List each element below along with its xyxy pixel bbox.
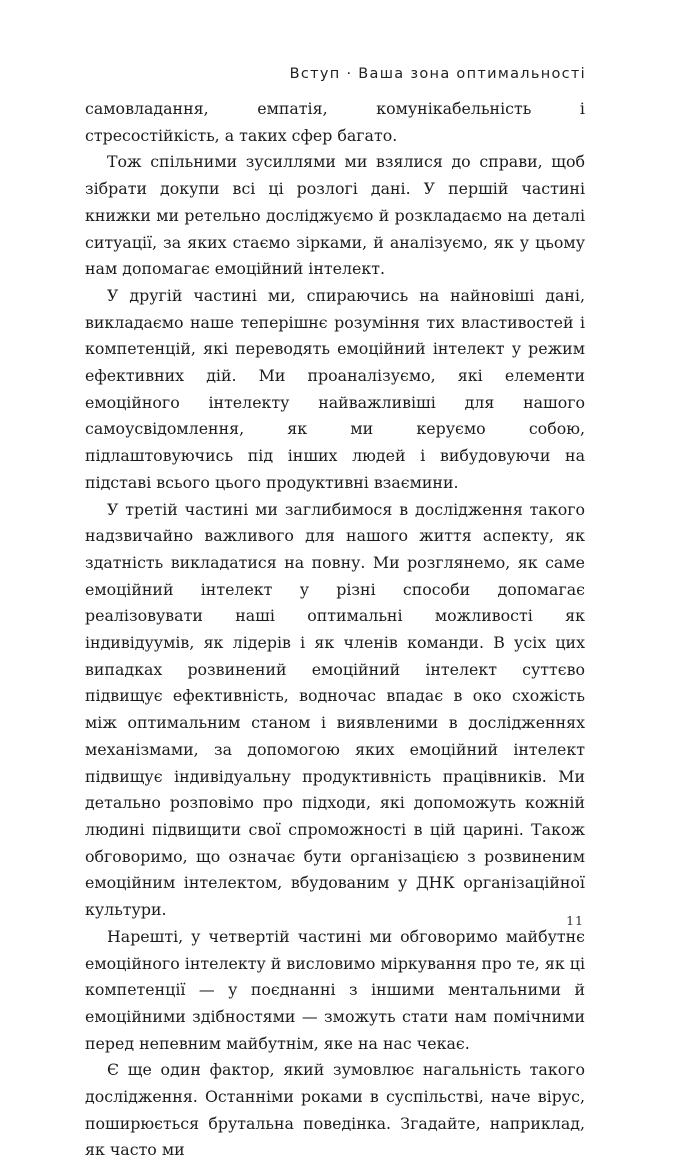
paragraph: Є ще один фактор, який зумовлює нагальність такого дослідження. Останніми роками в суспільстві, наче вірус, поширюється брутальна поведінка. Згадайте, наприклад, як часто ми <box>85 1060 585 1160</box>
paragraph: Тож спільними зусиллями ми взялися до справи, щоб зібрати докупи всі ці розлогі дані. У першій частині книжки ми ретельно досліджуємо й розкладаємо на деталі ситуації, за яких стаємо зірками, й аналізуємо, як у цьому нам допомагає емоційний інтелект. <box>85 152 585 279</box>
running-head: Вступ · Ваша зона оптимальності <box>289 66 586 82</box>
paragraph: У третій частині ми заглибимося в дослідження такого надзвичайно важливого для нашого життя аспекту, як здатність викладатися на повну. Ми розглянемо, як саме емоційний інтелект у різні способи допомагає реалізовувати наші оптимальні можливості як індивідуумів, як лідерів і як членів команди. В усіх цих випадках розвинений емоційний інтелект суттєво підвищує ефективність, водночас впадає в око схожість між оптимальним станом і виявленими в дослідженнях механізмами, за допомогою яких емоційний інтелект підвищує індивідуальну продуктивність працівників. Ми детально розповімо про підходи, які допоможуть кожній людині підвищити свої спроможності в цій царині. Також обговоримо, що означає бути організацією з розвиненим емоційним інтелектом, вбудованим у ДНК організаційної культури. <box>85 499 585 920</box>
page-number: 11 <box>566 913 584 928</box>
body-text <box>85 96 585 1164</box>
paragraph: Нарешті, у четвертій частині ми обговоримо майбутнє емоційного інтелекту й висловимо міркування про те, як ці компетенції — у поєднанні з іншими ментальними й емоційними здібностями — зможуть стати нам помічними перед непевним майбутнім, яке на нас чекає. <box>85 926 585 1053</box>
paragraph-continued: самовладання, емпатія, комунікабельність і стресостійкість, а таких сфер багато. <box>85 99 585 145</box>
paragraph: У другій частині ми, спираючись на найновіші дані, викладаємо наше теперішнє розуміння тих властивостей і компетенцій, які переводять емоційний інтелект у режим ефективних дій. Ми проаналізуємо, які елементи емоційного інтелекту найважливіші для нашого самоусвідомлення, як ми керуємо собою, підлаштовуючись під інших людей і вибудовуючи на підставі всього цього продуктивні взаємини. <box>85 285 585 492</box>
